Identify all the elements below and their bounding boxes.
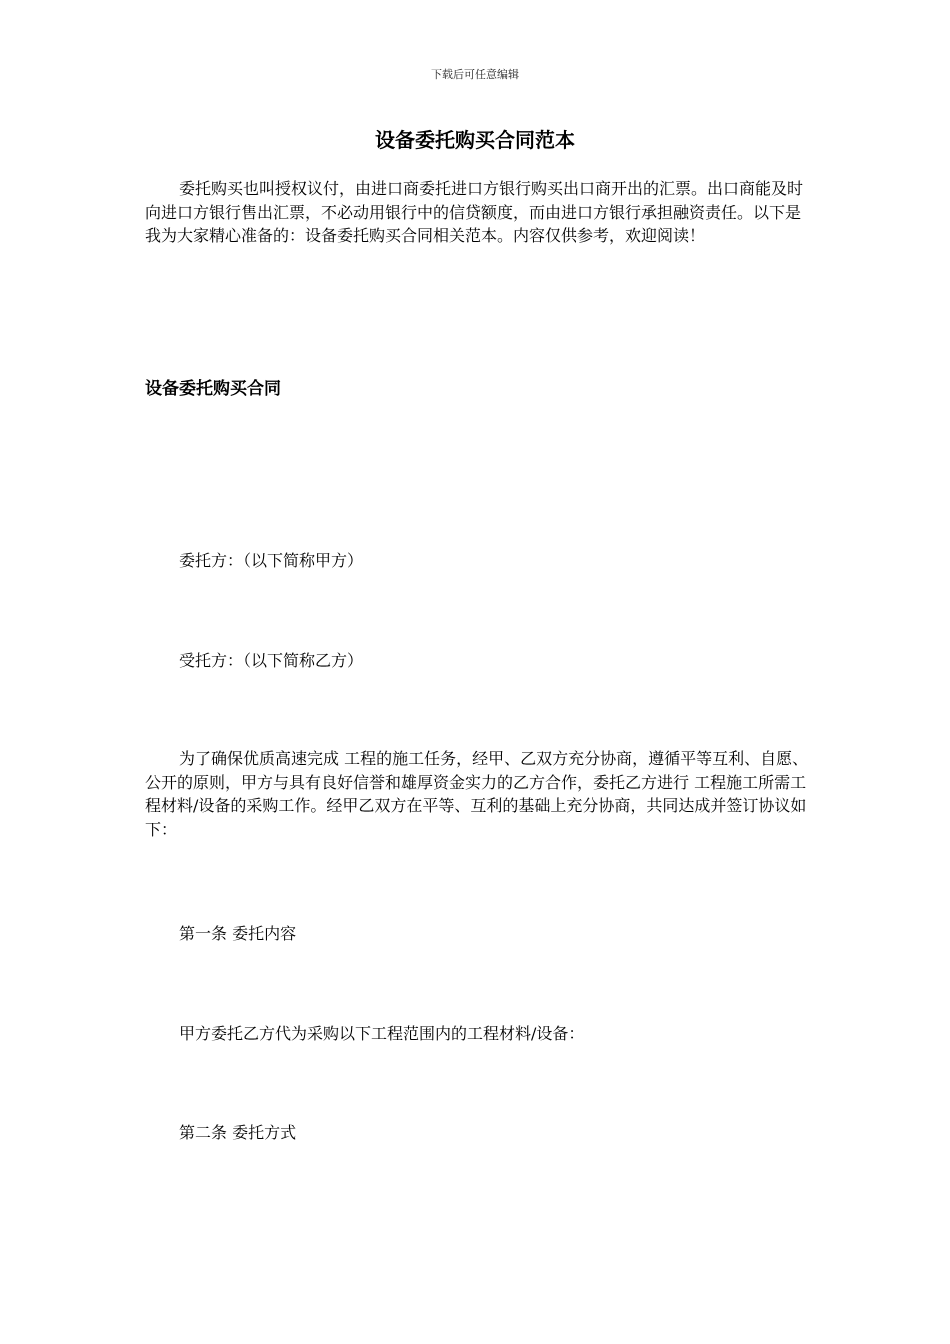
purpose-paragraph: 为了确保优质高速完成 工程的施工任务，经甲、乙双方充分协商，遵循平等互利、自愿、公开的原则，甲方与具有良好信誉和雄厚资金实力的乙方合作，委托乙方进行 工程施工所需工程材料/设备的采购工作。经甲乙双方在平等、互利的基础上充分协商，共同达成并签订协议如下： <box>145 749 809 839</box>
document-title: 设备委托购买合同范本 <box>375 128 575 152</box>
article-1-body: 甲方委托乙方代为采购以下工程范围内的工程材料/设备： <box>179 1024 585 1043</box>
header-note: 下载后可任意编辑 <box>431 68 519 81</box>
party-a-line: 委托方：（以下简称甲方） <box>179 551 364 570</box>
party-b-line: 受托方：（以下简称乙方） <box>179 651 364 670</box>
intro-paragraph: 委托购买也叫授权议付，由进口商委托进口方银行购买出口商开出的汇票。出口商能及时向进口方银行售出汇票，不必动用银行中的信贷额度，而由进口方银行承担融资责任。以下是我为大家精心准备的：设备委托购买合同相关范本。内容仅供参考，欢迎阅读！ <box>145 179 804 245</box>
contract-heading: 设备委托购买合同 <box>145 379 281 399</box>
article-1-heading: 第一条 委托内容 <box>179 924 297 943</box>
article-2-heading: 第二条 委托方式 <box>179 1123 297 1142</box>
